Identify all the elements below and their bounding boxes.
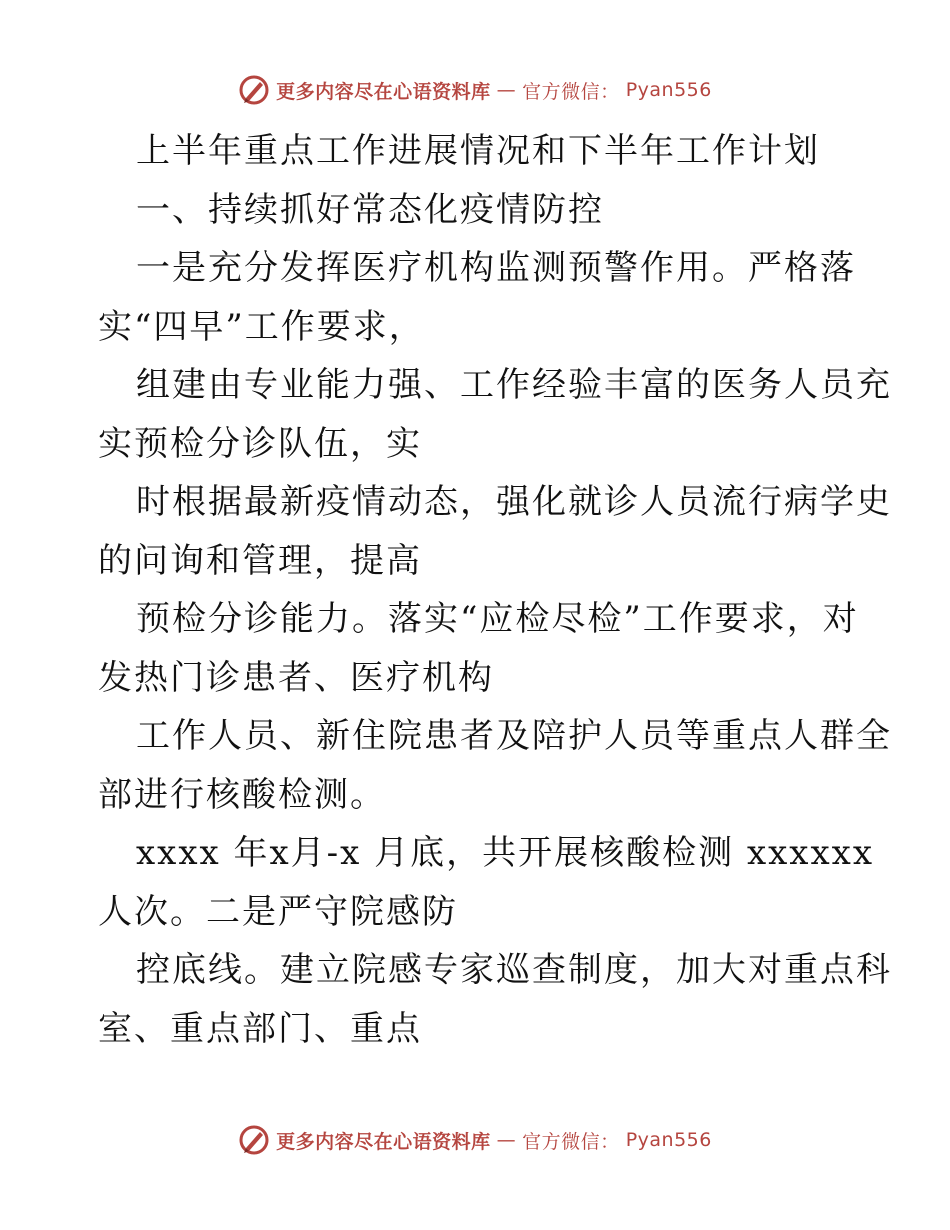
- watermark-wechat-id: Pyan556: [625, 1129, 712, 1151]
- watermark-site-name: 更多内容尽在心语资料库: [276, 80, 491, 103]
- paragraph-line: 室、重点部门、重点: [98, 1008, 422, 1049]
- paragraph-line: 部进行核酸检测。: [98, 774, 386, 815]
- paragraph-line: xxxx 年x月-x 月底，共开展核酸检测 xxxxxx: [136, 833, 875, 873]
- watermark-wechat-id: Pyan556: [625, 79, 712, 101]
- watermark-dash: —: [496, 79, 517, 101]
- paragraph-line: 发热门诊患者、医疗机构: [98, 657, 494, 698]
- paragraph-line: 人次。二是严守院感防: [98, 891, 458, 932]
- paragraph-line: 控底线。建立院感专家巡查制度，加大对重点科: [136, 950, 892, 990]
- watermark-footer: [0, 1124, 950, 1156]
- paragraph-line: 工作人员、新住院患者及陪护人员等重点人群全: [136, 716, 892, 756]
- pen-logo-icon: [238, 1124, 270, 1156]
- section-heading: 一、持续抓好常态化疫情防控: [136, 189, 604, 230]
- paragraph-line: 实预检分诊队伍，实: [98, 423, 422, 464]
- watermark-dash: —: [496, 1129, 517, 1151]
- document-title: 上半年重点工作进展情况和下半年工作计划: [136, 131, 820, 171]
- document-body: [98, 122, 892, 1058]
- paragraph-line: 一是充分发挥医疗机构监测预警作用。严格落: [136, 248, 856, 288]
- watermark-header: [0, 74, 950, 106]
- watermark-wechat-label: 官方微信：: [522, 1130, 620, 1153]
- paragraph-line: 的问询和管理，提高: [98, 540, 422, 581]
- watermark-wechat-label: 官方微信：: [522, 80, 620, 103]
- paragraph-line: 时根据最新疫情动态，强化就诊人员流行病学史: [136, 482, 892, 522]
- paragraph-line: 组建由专业能力强、工作经验丰富的医务人员充: [136, 365, 892, 405]
- paragraph-line: 实“四早”工作要求，: [98, 306, 425, 347]
- watermark-site-name: 更多内容尽在心语资料库: [276, 1130, 491, 1153]
- pen-logo-icon: [238, 74, 270, 106]
- paragraph-line: 预检分诊能力。落实“应检尽检”工作要求，对: [136, 599, 859, 639]
